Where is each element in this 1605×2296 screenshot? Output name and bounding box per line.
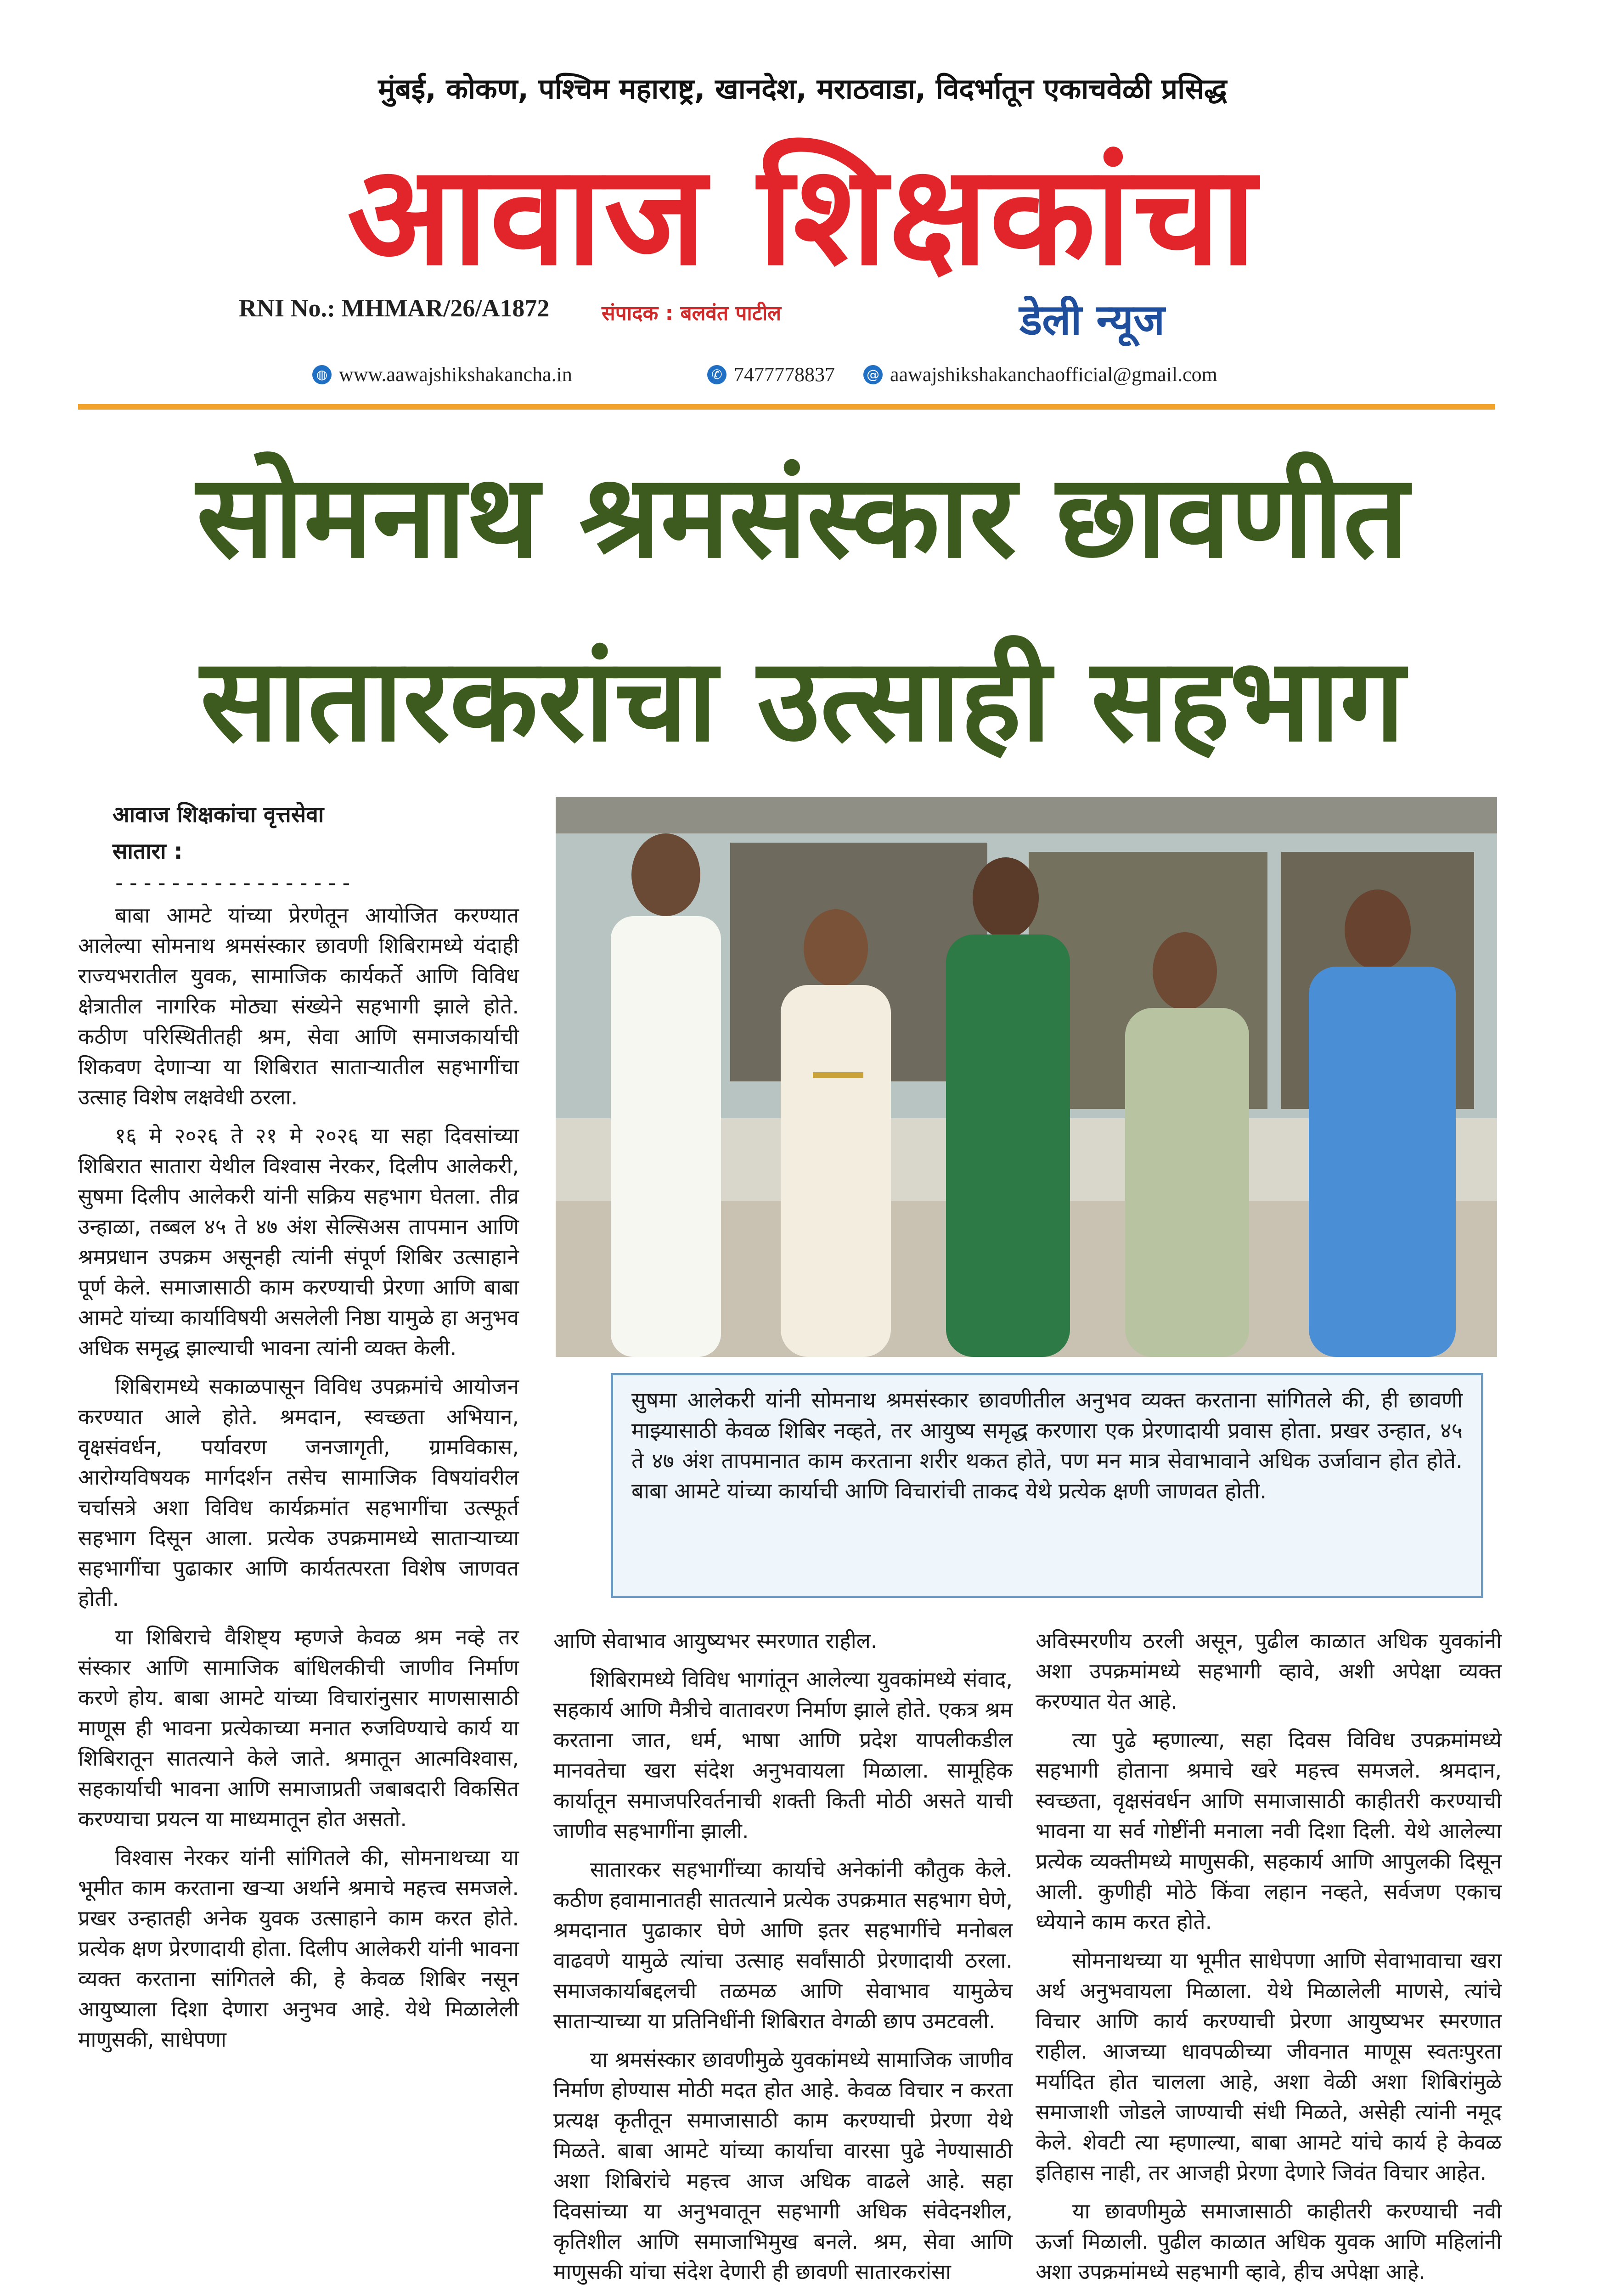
article-column-2	[553, 1626, 1013, 2295]
group-photo	[556, 797, 1497, 1357]
byline-service: आवाज शिक्षकांचा वृत्तसेवा	[113, 802, 324, 827]
website-contact[interactable]	[312, 363, 572, 386]
paragraph: या श्रमसंस्कार छावणीमुळे युवकांमध्ये सामाजिक जाणीव निर्माण होण्यास मोठी मदत होत आहे. केवळ विचार न करता प्रत्यक्ष कृतीतून समाजासाठी काम करण्याची प्रेरणा येथे मिळते. बाबा आमटे यांच्या कार्याचा वारसा पुढे नेण्यासाठी अशा शिबिरांचे महत्त्व आज अधिक वाढले आहे. सहा दिवसांच्या या अनुभवातून सहभागी अधिक संवेदनशील, कृतिशील आणि समाजाभिमुख बनले. श्रम, सेवा आणि माणुसकी यांचा संदेश देणारी ही छावणी सातारकरांसा	[553, 2047, 1013, 2284]
globe-icon: ◍	[312, 365, 332, 384]
paragraph: १६ मे २०२६ ते २१ मे २०२६ या सहा दिवसांच्या शिबिरात सातारा येथील विश्वास नेरकर, दिलीप आलेकरी, सुषमा दिलीप आलेकरी यांनी सक्रिय सहभाग घेतला. तीव्र उन्हाळा, तब्बल ४५ ते ४७ अंश सेल्सिअस तापमान आणि श्रमप्रधान उपक्रम असूनही त्यांनी संपूर्ण शिबिर उत्साहाने पूर्ण केले. समाजासाठी काम करण्याची प्रेरणा आणि बाबा आमटे यांच्या कार्याविषयी असलेली निष्ठा यामुळे हा अनुभव अधिक समृद्ध झाल्याची भावना त्यांनी व्यक्त केली.	[78, 1123, 519, 1360]
tagline: मुंबई, कोकण, पश्चिम महाराष्ट्र, खानदेश, मराठवाडा, विदर्भातून एकाचवेळी प्रसिद्ध	[378, 72, 1227, 106]
headline-line-2: सातारकरांचा उत्साही सहभाग	[200, 633, 1405, 767]
email-contact[interactable]	[863, 363, 1217, 386]
article-column-1	[78, 900, 519, 2063]
email-text: aawajshikshakanchaofficial@gmail.com	[890, 363, 1217, 386]
paragraph: सातारकर सहभागींच्या कार्याचे अनेकांनी कौतुक केले. कठीण हवामानातही सातत्याने प्रत्येक उपक्रमात सहभाग घेणे, श्रमदानात पुढाकार घेणे आणि इतर सहभागींचे मनोबल वाढवणे यामुळे त्यांचा उत्साह सर्वांसाठी प्रेरणादायी ठरला. समाजकार्याबद्दलची तळमळ आणि सेवाभाव यामुळेच साताऱ्याच्या या प्रतिनिधींनी शिबिरात वेगळी छाप उमटवली.	[553, 1857, 1013, 2033]
rni-number: RNI No.: MHMAR/26/A1872	[239, 294, 550, 322]
phone-contact[interactable]	[707, 363, 835, 386]
article-column-3	[1036, 1626, 1502, 2295]
group-photo-illustration	[556, 797, 1497, 1357]
quote-box: सुषमा आलेकरी यांनी सोमनाथ श्रमसंस्कार छावणीतील अनुभव व्यक्त करताना सांगितले की, ही छावणी माझ्यासाठी केवळ शिबिर नव्हते, तर आयुष्य समृद्ध करणारा एक प्रेरणादायी प्रवास होता. प्रखर उन्हात, ४५ ते ४७ अंश तापमानात काम करताना शरीर थकत होते, पण मन मात्र सेवाभावाने अधिक उर्जावान होत होते. बाबा आमटे यांच्या कार्याची आणि विचारांची ताकद येथे प्रत्येक क्षणी जाणवत होती.	[611, 1373, 1483, 1598]
paragraph: सोमनाथच्या या भूमीत साधेपणा आणि सेवाभावाचा खरा अर्थ अनुभवायला मिळाला. येथे मिळालेली माणसे, त्यांचे विचार आणि कार्य करण्याची प्रेरणा आयुष्यभर स्मरणात राहील. आजच्या धावपळीच्या जीवनात माणूस स्वतःपुरता मर्यादित होत चालला आहे, अशा वेळी अशा शिबिरांमुळे समाजाशी जोडले जाण्याची संधी मिळते, असेही त्यांनी नमूद केले. शेवटी त्या म्हणाल्या, बाबा आमटे यांचे कार्य हे केवळ इतिहास नाही, तर आजही प्रेरणा देणारे जिवंत विचार आहेत.	[1036, 1948, 1502, 2185]
editor-credit: संपादक : बलवंत पाटील	[602, 302, 782, 325]
paragraph: शिबिरामध्ये विविध भागांतून आलेल्या युवकांमध्ये संवाद, सहकार्य आणि मैत्रीचे वातावरण निर्माण झाले होते. एकत्र श्रम करताना जात, धर्म, भाषा आणि प्रदेश यापलीकडील मानवतेचा खरा संदेश अनुभवायला मिळाला. सामूहिक कार्यातून समाजपरिवर्तनाची शक्ती किती मोठी असते याची जाणीव सहभागींना झाली.	[553, 1667, 1013, 1843]
paragraph: विश्वास नेरकर यांनी सांगितले की, सोमनाथच्या या भूमीत काम करताना खऱ्या अर्थाने श्रमाचे महत्त्व समजले. प्रखर उन्हातही अनेक युवक उत्साहाने काम करत होते. प्रत्येक क्षण प्रेरणादायी होता. दिलीप आलेकरी यांनी भावना व्यक्त करताना सांगितले की, हे केवळ शिबिर नसून आयुष्याला दिशा देणारा अनुभव आहे. येथे मिळालेली माणुसकी, साधेपणा	[78, 1845, 519, 2052]
headline-line-1: सोमनाथ श्रमसंस्कार छावणीत	[196, 450, 1409, 583]
paragraph: अविस्मरणीय ठरली असून, पुढील काळात अधिक युवकांनी अशा उपक्रमांमध्ये सहभागी व्हावे, अशी अपेक्षा व्यक्त करण्यात येत आहे.	[1036, 1628, 1502, 1714]
paragraph: शिबिरामध्ये सकाळपासून विविध उपक्रमांचे आयोजन करण्यात आले होते. श्रमदान, स्वच्छता अभियान, वृक्षसंवर्धन, पर्यावरण जनजागृती, ग्रामविकास, आरोग्यविषयक मार्गदर्शन तसेच सामाजिक विषयांवरील चर्चासत्रे अशा विविध कार्यक्रमांत सहभागींचा उत्स्फूर्त सहभाग दिसून आला. प्रत्येक उपक्रमामध्ये साताऱ्याच्या सहभागींचा पुढाकार आणि कार्यतत्परता विशेष जाणवत होती.	[78, 1374, 519, 1611]
masthead-title: आवाज शिक्षकांचा	[347, 135, 1258, 296]
phone-icon: ✆	[707, 365, 726, 384]
paragraph: बाबा आमटे यांच्या प्रेरणेतून आयोजित करण्यात आलेल्या सोमनाथ श्रमसंस्कार छावणी शिबिरामध्ये यंदाही राज्यभरातील युवक, सामाजिक कार्यकर्ते आणि विविध क्षेत्रातील नागरिक मोठ्या संख्येने सहभागी झाले होते. कठीण परिस्थितीतही श्रम, सेवा आणि समाजकार्याची शिकवण देणाऱ्या या शिबिरात साताऱ्यातील सहभागींचा उत्साह विशेष लक्षवेधी ठरला.	[78, 903, 519, 1109]
paragraph: या शिबिराचे वैशिष्ट्य म्हणजे केवळ श्रम नव्हे तर संस्कार आणि सामाजिक बांधिलकीची जाणीव निर्माण करणे होय. बाबा आमटे यांच्या विचारांनुसार माणसासाठी माणूस ही भावना प्रत्येकाच्या मनात रुजविण्याचे कार्य या शिबिरातून सातत्याने केले जाते. श्रमातून आत्मविश्वास, सहकार्याची भावना आणि समाजाप्रती जबाबदारी विकसित करण्याचा प्रयत्न या माध्यमातून होत असतो.	[78, 1625, 519, 1831]
website-text: www.aawajshikshakancha.in	[339, 363, 572, 386]
paragraph: या छावणीमुळे समाजासाठी काहीतरी करण्याची नवी ऊर्जा मिळाली. पुढील काळात अधिक युवक आणि महिलांनी अशा उपक्रमांमध्ये सहभागी व्हावे, हीच अपेक्षा आहे.	[1036, 2199, 1502, 2284]
daily-news-label: डेली न्यूज	[1019, 295, 1165, 344]
byline-place: सातारा :	[113, 838, 183, 864]
header-divider	[78, 404, 1495, 410]
email-icon: @	[863, 365, 883, 384]
byline-rule: -----------------	[113, 870, 354, 896]
phone-text: 7477778837	[734, 363, 835, 386]
paragraph: त्या पुढे म्हणाल्या, सहा दिवस विविध उपक्रमांमध्ये सहभागी होताना श्रमाचे खरे महत्त्व समजले. श्रमदान, स्वच्छता, वृक्षसंवर्धन आणि समाजासाठी काहीतरी करण्याची भावना या सर्व गोष्टींनी मनाला नवी दिशा दिली. येथे आलेल्या प्रत्येक व्यक्तीमध्ये माणुसकी, सहकार्य आणि आपुलकी दिसून आली. कुणीही मोठे किंवा लहान नव्हते, सर्वजण एकाच ध्येयाने काम करत होते.	[1036, 1728, 1502, 1934]
paragraph: आणि सेवाभाव आयुष्यभर स्मरणात राहील.	[553, 1628, 878, 1653]
